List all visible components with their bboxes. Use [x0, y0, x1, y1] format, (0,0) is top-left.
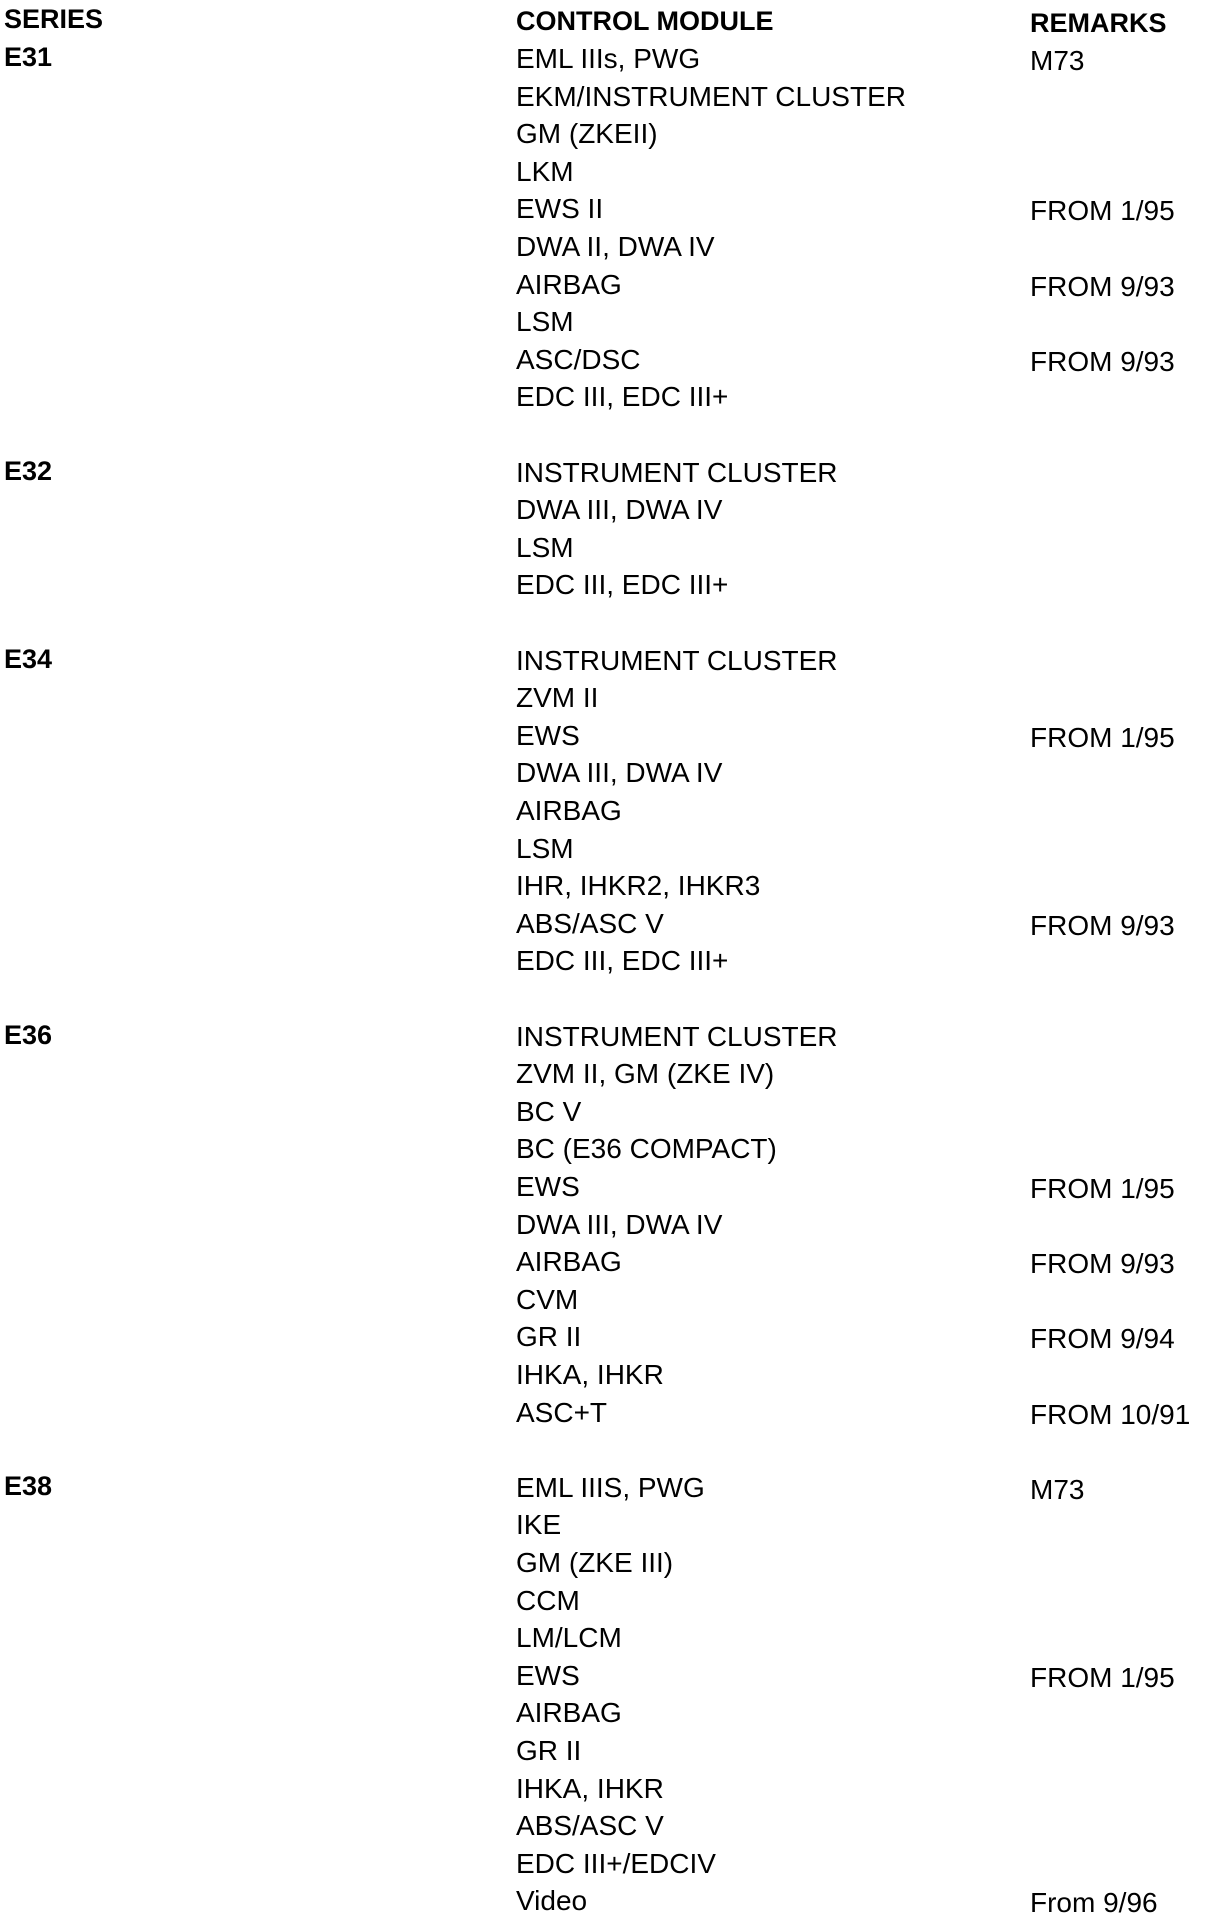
- control-module-cell: INSTRUMENT CLUSTER: [516, 644, 838, 676]
- control-module-cell: INSTRUMENT CLUSTER: [516, 1020, 838, 1052]
- control-module-cell: EWS II: [516, 193, 604, 225]
- control-module-cell: EWS: [516, 1171, 580, 1202]
- control-module-cell: LM/LCM: [516, 1622, 622, 1654]
- series-header: SERIES: [4, 4, 104, 34]
- control-module-cell: EDC III, EDC III+: [516, 945, 729, 977]
- remark-cell: FROM 1/95: [1030, 1661, 1175, 1693]
- control-module-cell: INSTRUMENT CLUSTER: [516, 456, 838, 488]
- remark-cell: M73: [1030, 45, 1085, 76]
- control-module-cell: EDC III, EDC III+: [516, 381, 729, 413]
- control-module-cell: LSM: [516, 832, 574, 864]
- control-module-cell: DWA III, DWA IV: [516, 757, 723, 789]
- control-module-cell: AIRBAG: [516, 1697, 622, 1729]
- control-module-cell: BC (E36 COMPACT): [516, 1133, 777, 1165]
- control-module-cell: LSM: [516, 531, 574, 563]
- control-module-cell: ASC/DSC: [516, 343, 641, 375]
- remark-cell: FROM 9/93: [1030, 270, 1175, 302]
- control-module-cell: ASC+T: [516, 1396, 608, 1428]
- control-module-cell: EWS: [516, 1659, 580, 1691]
- remark-cell: FROM 9/93: [1030, 345, 1175, 377]
- remark-cell: FROM 9/93: [1030, 909, 1175, 941]
- series-label: E34: [4, 643, 53, 674]
- control-module-cell: AIRBAG: [516, 1246, 622, 1278]
- control-module-cell: IHKA, IHKR: [516, 1359, 664, 1390]
- control-module-header: CONTROL MODULE: [516, 6, 774, 36]
- control-module-cell: GM (ZKE III): [516, 1547, 674, 1578]
- control-module-cell: AIRBAG: [516, 268, 622, 300]
- remark-cell: FROM 1/95: [1030, 1173, 1175, 1204]
- remark-cell: From 9/96: [1030, 1887, 1158, 1919]
- control-module-cell: EWS: [516, 719, 580, 751]
- remark-cell: FROM 9/93: [1030, 1248, 1175, 1280]
- control-module-cell: LKM: [516, 155, 574, 187]
- control-module-cell: EKM/INSTRUMENT CLUSTER: [516, 80, 906, 112]
- remark-cell: M73: [1030, 1473, 1085, 1505]
- control-module-cell: IHR, IHKR2, IHKR3: [516, 870, 761, 902]
- remark-cell: FROM 10/91: [1030, 1398, 1191, 1430]
- remark-cell: FROM 1/95: [1030, 721, 1175, 753]
- control-module-cell: ZVM II: [516, 682, 599, 714]
- control-module-cell: DWA III, DWA IV: [516, 494, 723, 526]
- series-label: E36: [4, 1019, 53, 1050]
- control-module-cell: DWA III, DWA IV: [516, 1208, 723, 1240]
- series-label: E32: [4, 455, 53, 486]
- control-module-cell: ABS/ASC V: [516, 1810, 664, 1842]
- remarks-header: REMARKS: [1030, 8, 1167, 38]
- control-module-cell: EDC III+/EDCIV: [516, 1847, 716, 1879]
- control-module-cell: GR II: [516, 1321, 582, 1353]
- control-module-cell: EDC III, EDC III+: [516, 569, 729, 601]
- control-module-cell: ZVM II, GM (ZKE IV): [516, 1058, 775, 1090]
- remark-cell: FROM 9/94: [1030, 1323, 1175, 1355]
- series-label: E38: [4, 1470, 53, 1501]
- series-label: E31: [4, 42, 53, 72]
- control-module-cell: LSM: [516, 306, 574, 338]
- control-module-cell: Video: [516, 1885, 588, 1917]
- control-module-cell: DWA II, DWA IV: [516, 231, 715, 262]
- control-module-cell: CCM: [516, 1584, 580, 1616]
- control-module-cell: AIRBAG: [516, 795, 622, 826]
- remark-cell: FROM 1/95: [1030, 195, 1175, 227]
- control-module-cell: IKE: [516, 1509, 562, 1541]
- control-module-cell: EML IIIs, PWG: [516, 43, 701, 74]
- control-module-cell: CVM: [516, 1283, 579, 1315]
- control-module-cell: BC V: [516, 1095, 582, 1127]
- control-module-cell: GM (ZKEII): [516, 118, 658, 150]
- control-module-cell: ABS/ASC V: [516, 907, 664, 939]
- control-module-cell: IHKA, IHKR: [516, 1772, 664, 1804]
- control-module-cell: EML IIIS, PWG: [516, 1471, 705, 1503]
- control-module-cell: GR II: [516, 1735, 582, 1766]
